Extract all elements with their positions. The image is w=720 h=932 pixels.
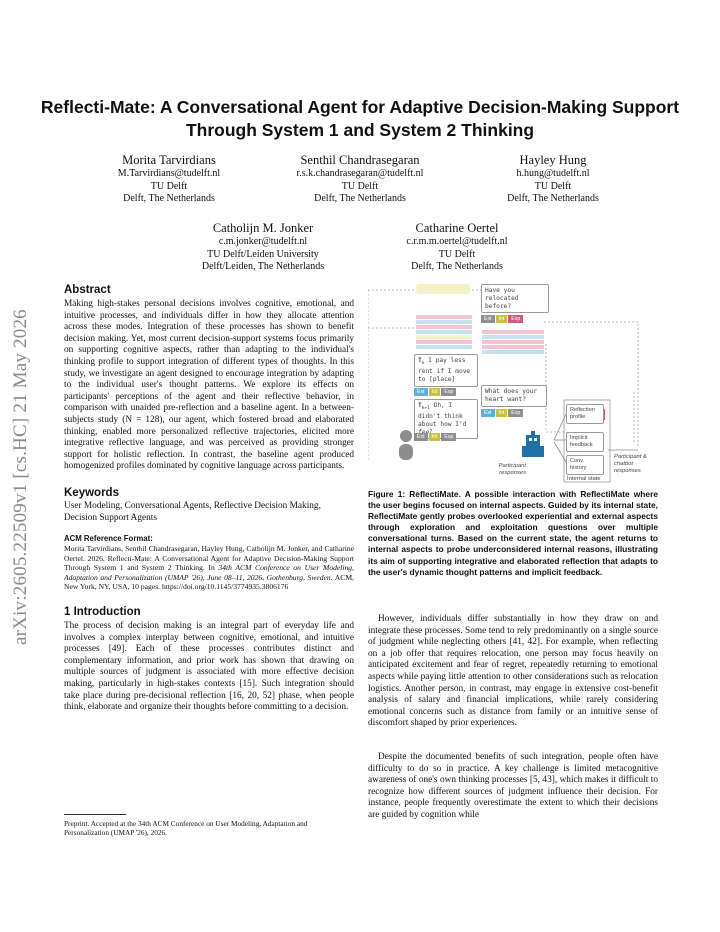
author-email: h.hung@tudelft.nl bbox=[516, 168, 590, 179]
tag-experiential: Exp bbox=[441, 433, 456, 441]
reference-heading: ACM Reference Format: bbox=[64, 534, 153, 544]
participant-responses-label: Participant responses bbox=[498, 463, 526, 476]
author-block bbox=[265, 153, 455, 206]
author-location: Delft, The Netherlands bbox=[507, 193, 599, 204]
keywords-text: User Modeling, Conversational Agents, Reflective Decision Making, Decision Support Agents bbox=[64, 500, 321, 523]
author-affiliation: TU Delft/Leiden University bbox=[207, 248, 319, 260]
user-message: Oh, I didn't think about how I'd bbox=[418, 402, 467, 428]
author-location: Delft/Leiden, The Netherlands bbox=[201, 261, 325, 272]
right-paragraph-1: However, individuals differ substantially in how they draw on and integrate these processes. Some tend to rely predominantly on a single source of judgment while neglecting others [41, 42]. For example, when reflecting on a job offer that requires relocation, one person may focus heavily on anticipated excitement and fear of regret, repeatedly returning to emotional aspects while paying little attention to other considerations such as relocation logistics. Another person, in contrast, may engage in extensive cost-benefit analysis of salary and financial implications, while rarely considering emotional concerns such as distance from family or an intuitive sense of discomfort shaped by prior experiences. bbox=[368, 614, 658, 729]
tag-external: Ext bbox=[481, 409, 495, 417]
reflection-profile-box bbox=[566, 404, 604, 424]
chatbot-question: Have you relocated before? bbox=[485, 287, 519, 310]
reference-tail: ACM, New York, NY, USA, 10 pages. https://doi.org/10.1145/3774935.3806176 bbox=[64, 572, 354, 592]
history-band bbox=[416, 284, 470, 294]
figure-1 bbox=[368, 282, 658, 484]
left-column bbox=[64, 284, 354, 714]
tag-internal: Int bbox=[429, 388, 441, 396]
author-block bbox=[74, 153, 264, 206]
aspect-tags bbox=[481, 315, 523, 323]
author-affiliation: TU Delft bbox=[438, 248, 476, 260]
author-email: c.m.jonker@tudelft.nl bbox=[218, 236, 308, 247]
author-email: c.r.m.m.oertel@tudelft.nl bbox=[406, 236, 508, 247]
author-affiliation: TU Delft bbox=[534, 180, 572, 192]
turn-label: T bbox=[418, 402, 422, 409]
conversation-history-box bbox=[566, 455, 604, 475]
tag-internal: Int bbox=[496, 409, 508, 417]
tag-external: Ext bbox=[481, 315, 495, 323]
participant-chatbot-label: Participant & chatbot responses bbox=[614, 454, 647, 474]
aspect-tags bbox=[481, 409, 523, 417]
aspect-tags bbox=[414, 388, 456, 396]
conversation-history-label: Conv. history bbox=[570, 458, 587, 471]
tag-internal: Int bbox=[429, 433, 441, 441]
turn-index: k bbox=[421, 361, 425, 367]
user-message: I pay less rent if I move to [place] bbox=[418, 357, 471, 383]
author-name: Hayley Hung bbox=[519, 153, 587, 167]
footnote-rule bbox=[64, 814, 126, 815]
implicit-feedback-box bbox=[566, 432, 604, 452]
turn-label: T bbox=[418, 357, 422, 364]
author-affiliation: TU Delft bbox=[150, 180, 188, 192]
aspect-tags bbox=[414, 433, 456, 441]
implicit-feedback-label: Implicit feedback bbox=[570, 435, 593, 448]
right-paragraph-2: Despite the documented benefits of such integration, people often have difficulty to do so in practice. A key challenge is limited metacognitive awareness of one's own thinking processes [5, 43], which makes it difficult to recognize how different sources of judgment influence their decision. For instance, people frequently overestimate the extent to which their decisions are guided by cognition while bbox=[368, 752, 658, 820]
author-affiliation: TU Delft bbox=[341, 180, 379, 192]
turn-index: k+1 bbox=[421, 406, 430, 412]
robot-icon bbox=[522, 431, 544, 457]
reference-text bbox=[64, 544, 354, 592]
tag-external: Ext bbox=[414, 388, 428, 396]
author-name: Catharine Oertel bbox=[415, 221, 499, 235]
person-icon bbox=[399, 430, 413, 460]
author-location: Delft, The Netherlands bbox=[123, 193, 215, 204]
paper-title: Reflecti-Mate: A Conversational Agent for Adaptive Decision-Making Support Through System 1 and System 2 Thinking bbox=[40, 97, 680, 140]
history-stack bbox=[482, 330, 544, 354]
author-block bbox=[168, 221, 358, 274]
tag-experiential: Exp bbox=[508, 315, 523, 323]
chatbot-bubble bbox=[481, 385, 547, 407]
author-email: r.s.k.chandrasegaran@tudelft.nl bbox=[296, 168, 424, 179]
author-name: Morita Tarvirdians bbox=[122, 153, 216, 167]
figure-caption: Figure 1: ReflectiMate. A possible interaction with ReflectiMate where the user begins focused on internal aspects. Guided by its internal state, ReflectiMate gently probes overlooked experiential and external aspects through exploration and exploitation questions over multiple conversational turns. Based on the current state, the agent returns to internal aspects to probe underconsidered internal reasons, illustrating its aim of supporting integrative and elaborated reflection that adapts to the user's dynamic thought patterns and implicit feedback. bbox=[368, 489, 658, 577]
author-email: M.Tarvirdians@tudelft.nl bbox=[117, 168, 221, 179]
tag-experiential: Exp bbox=[441, 388, 456, 396]
abstract-heading: Abstract bbox=[64, 284, 111, 296]
tag-external: Ext bbox=[414, 433, 428, 441]
reference-authors: Morita Tarvirdians, Senthil Chandrasegaran, Hayley Hung, Catholijn M. Jonker, and Catharine Oertel. 2026. Reflecti-Mate: A Conversational Agent for Adaptive Decision-Making Support Through System 1 and System 2 Thinking. In bbox=[64, 544, 354, 573]
reflection-profile-label: Reflection profile bbox=[570, 407, 595, 420]
abstract-text: Making high-stakes personal decisions involves cognitive, emotional, and intuitive processes, and individuals differ in how they allocate attention across these modes. Integration of these processes has shown to benefit decision making. Yet, most current decision-support systems focus primarily on supporting cognitive aspects, rather than adapting to the individual's thinking profile to support integration of different types of thoughts. In this study, we investigate an agent designed to encourage integration by adapting to the individual user's thought patterns. We explore its effects on participants' perceptions of the agent and their reflective behavior, in comparison with unaided pre-reflection and a baseline agent. In a between-subjects study (N = 128), our agent, which fostered broad and elaborated thinking, enabled more personalized reflective trajectories, elicited more integrative reflective language, and was perceived as providing stronger support for holistic reflection. In contrast, the baseline agent produced homogenized profiles dominated by cognitive language across participants. bbox=[64, 299, 354, 472]
reference-venue: 34th ACM Conference on User Modeling, Adaptation and Personalization (UMAP '26), June 08–11, 2026, Gothenburg, Sweden. bbox=[64, 563, 354, 582]
tag-experiential: Exp bbox=[508, 409, 523, 417]
history-stack bbox=[416, 315, 472, 349]
arxiv-identifier: arXiv:2605.22509v1 [cs.HC] 21 May 2026 bbox=[10, 309, 31, 645]
author-location: Delft, The Netherlands bbox=[411, 261, 503, 272]
intro-text: The process of decision making is an integral part of everyday life and involves a complex interplay between cognitive, emotional, and intuitive processes [49]. Each of these processes contributes distinct and complementary information, and prior work has shown that drawing on multiple sources of judgment is associated with more effective decision making, particularly in high-stakes contexts [15]. Such integration should take place during pre-decisional reflection [16, 20, 52] phase, when people think, elaborate and organize their thoughts before committing to a decision. bbox=[64, 621, 354, 713]
author-block bbox=[458, 153, 648, 206]
author-name: Catholijn M. Jonker bbox=[212, 221, 314, 235]
chatbot-bubble bbox=[481, 284, 549, 313]
author-name: Senthil Chandrasegaran bbox=[300, 153, 420, 167]
intro-heading: 1 Introduction bbox=[64, 606, 141, 619]
chatbot-question: What does your heart want? bbox=[485, 388, 538, 403]
tag-internal: Int bbox=[496, 315, 508, 323]
footnote: Preprint. Accepted at the 34th ACM Conference on User Modeling, Adaptation and Personalization (UMAP '26), 2026. bbox=[64, 819, 308, 838]
keywords-heading: Keywords bbox=[64, 486, 119, 499]
internal-state-label: Internal state bbox=[567, 476, 601, 482]
author-location: Delft, The Netherlands bbox=[314, 193, 406, 204]
user-bubble bbox=[414, 354, 478, 387]
author-block bbox=[362, 221, 552, 274]
